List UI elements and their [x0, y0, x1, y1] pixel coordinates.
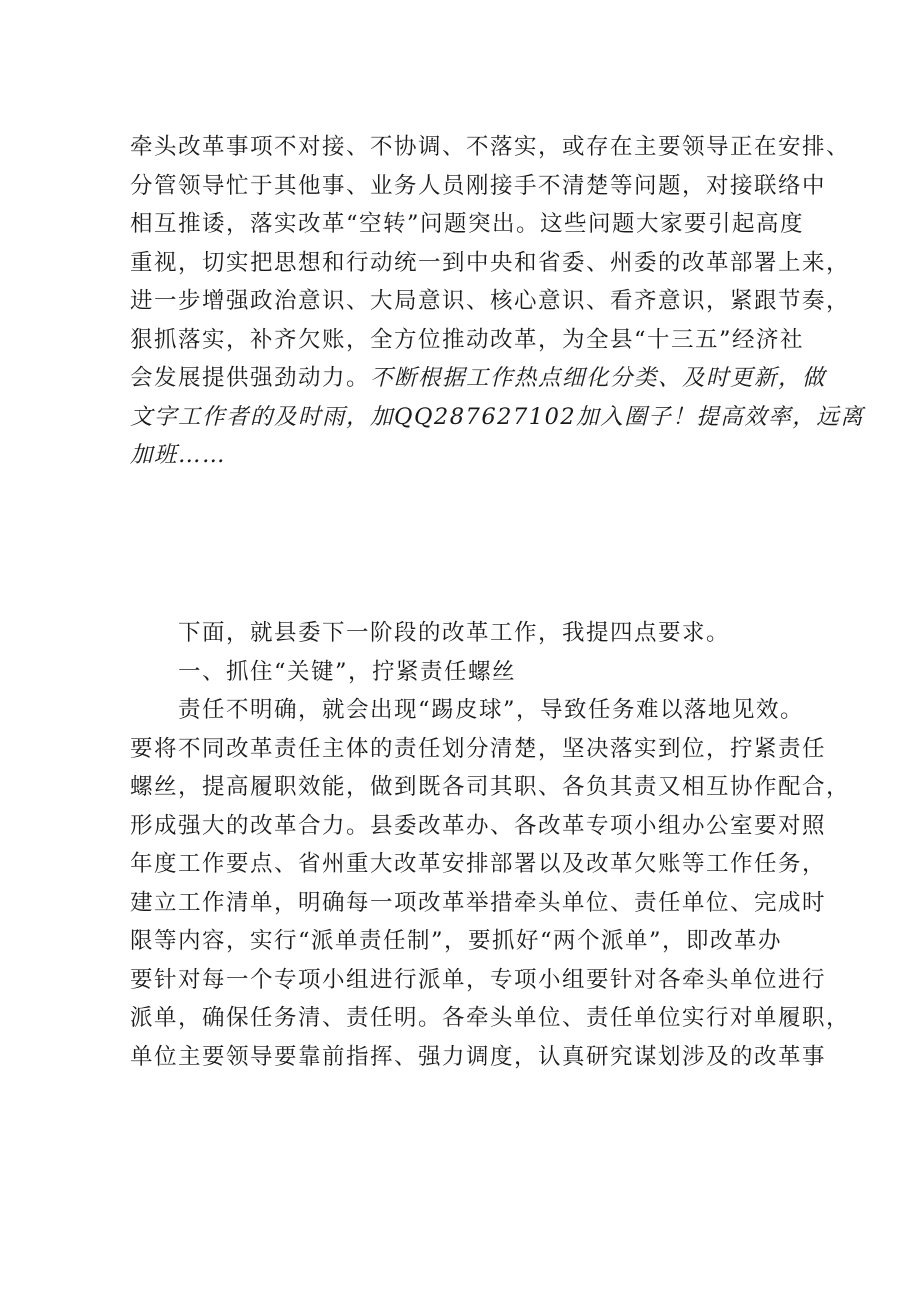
intro-paragraph: 下面，就县委下一阶段的改革工作，我提四点要求。 — [178, 620, 731, 646]
promo-note-start: 不断根据工作热点细化分类、及时更新，做 — [370, 365, 827, 391]
text-line: 狠抓落实，补齐欠账，全方位推动改革，为全县“十三五”经济社 — [130, 326, 805, 353]
text-line: 要将不同改革责任主体的责任划分清楚，坚决落实到位，拧紧责任 — [130, 735, 827, 762]
text-line: 重视，切实把思想和行动统一到中央和省委、州委的改革部署上来， — [130, 249, 851, 276]
text-line: 要针对每一个专项小组进行派单，专项小组要针对各牵头单位进行 — [130, 966, 827, 993]
text-line — [130, 359, 827, 398]
promo-note-line: 加班…… — [130, 442, 227, 468]
text-line: 分管领导忙于其他事、业务人员刚接手不清楚等问题，对接联络中 — [130, 172, 827, 199]
text-line: 建立工作清单，明确每一项改革举措牵头单位、责任单位、完成时 — [130, 889, 827, 916]
section-heading: 一、抓住“关键”，拧紧责任螺丝 — [178, 658, 517, 685]
text-line: 责任不明确，就会出现“踢皮球”，导致任务难以落地见效。 — [178, 697, 805, 723]
promo-note-line: 文字工作者的及时雨，加QQ287627102加入圈子！提高效率，远离 — [130, 403, 865, 430]
text-line: 形成强大的改革合力。县委改革办、各改革专项小组办公室要对照 — [130, 812, 827, 839]
text-line: 螺丝，提高履职效能，做到既各司其职、各负其责又相互协作配合， — [130, 774, 851, 800]
text-line: 年度工作要点、省州重大改革安排部署以及改革欠账等工作任务， — [130, 851, 827, 877]
text-line: 派单，确保任务清、责任明。各牵头单位、责任单位实行对单履职， — [130, 1005, 851, 1031]
paragraph-continuation — [130, 128, 865, 475]
text-line: 进一步增强政治意识、大局意识、核心意识、看齐意识，紧跟节奏， — [130, 288, 851, 314]
text-segment: 会发展提供强劲动力。 — [130, 365, 371, 391]
text-line: 限等内容，实行“派单责任制”，要抓好“两个派单”，即改革办 — [130, 928, 783, 954]
text-line: 单位主要领导要靠前指挥、强力调度，认真研究谋划涉及的改革事 — [130, 1043, 827, 1070]
text-line: 牵头改革事项不对接、不协调、不落实，或存在主要领导正在安排、 — [130, 134, 851, 160]
text-line: 相互推诿，落实改革“空转”问题突出。这些问题大家要引起高度 — [130, 211, 805, 237]
section-body — [130, 614, 851, 1076]
